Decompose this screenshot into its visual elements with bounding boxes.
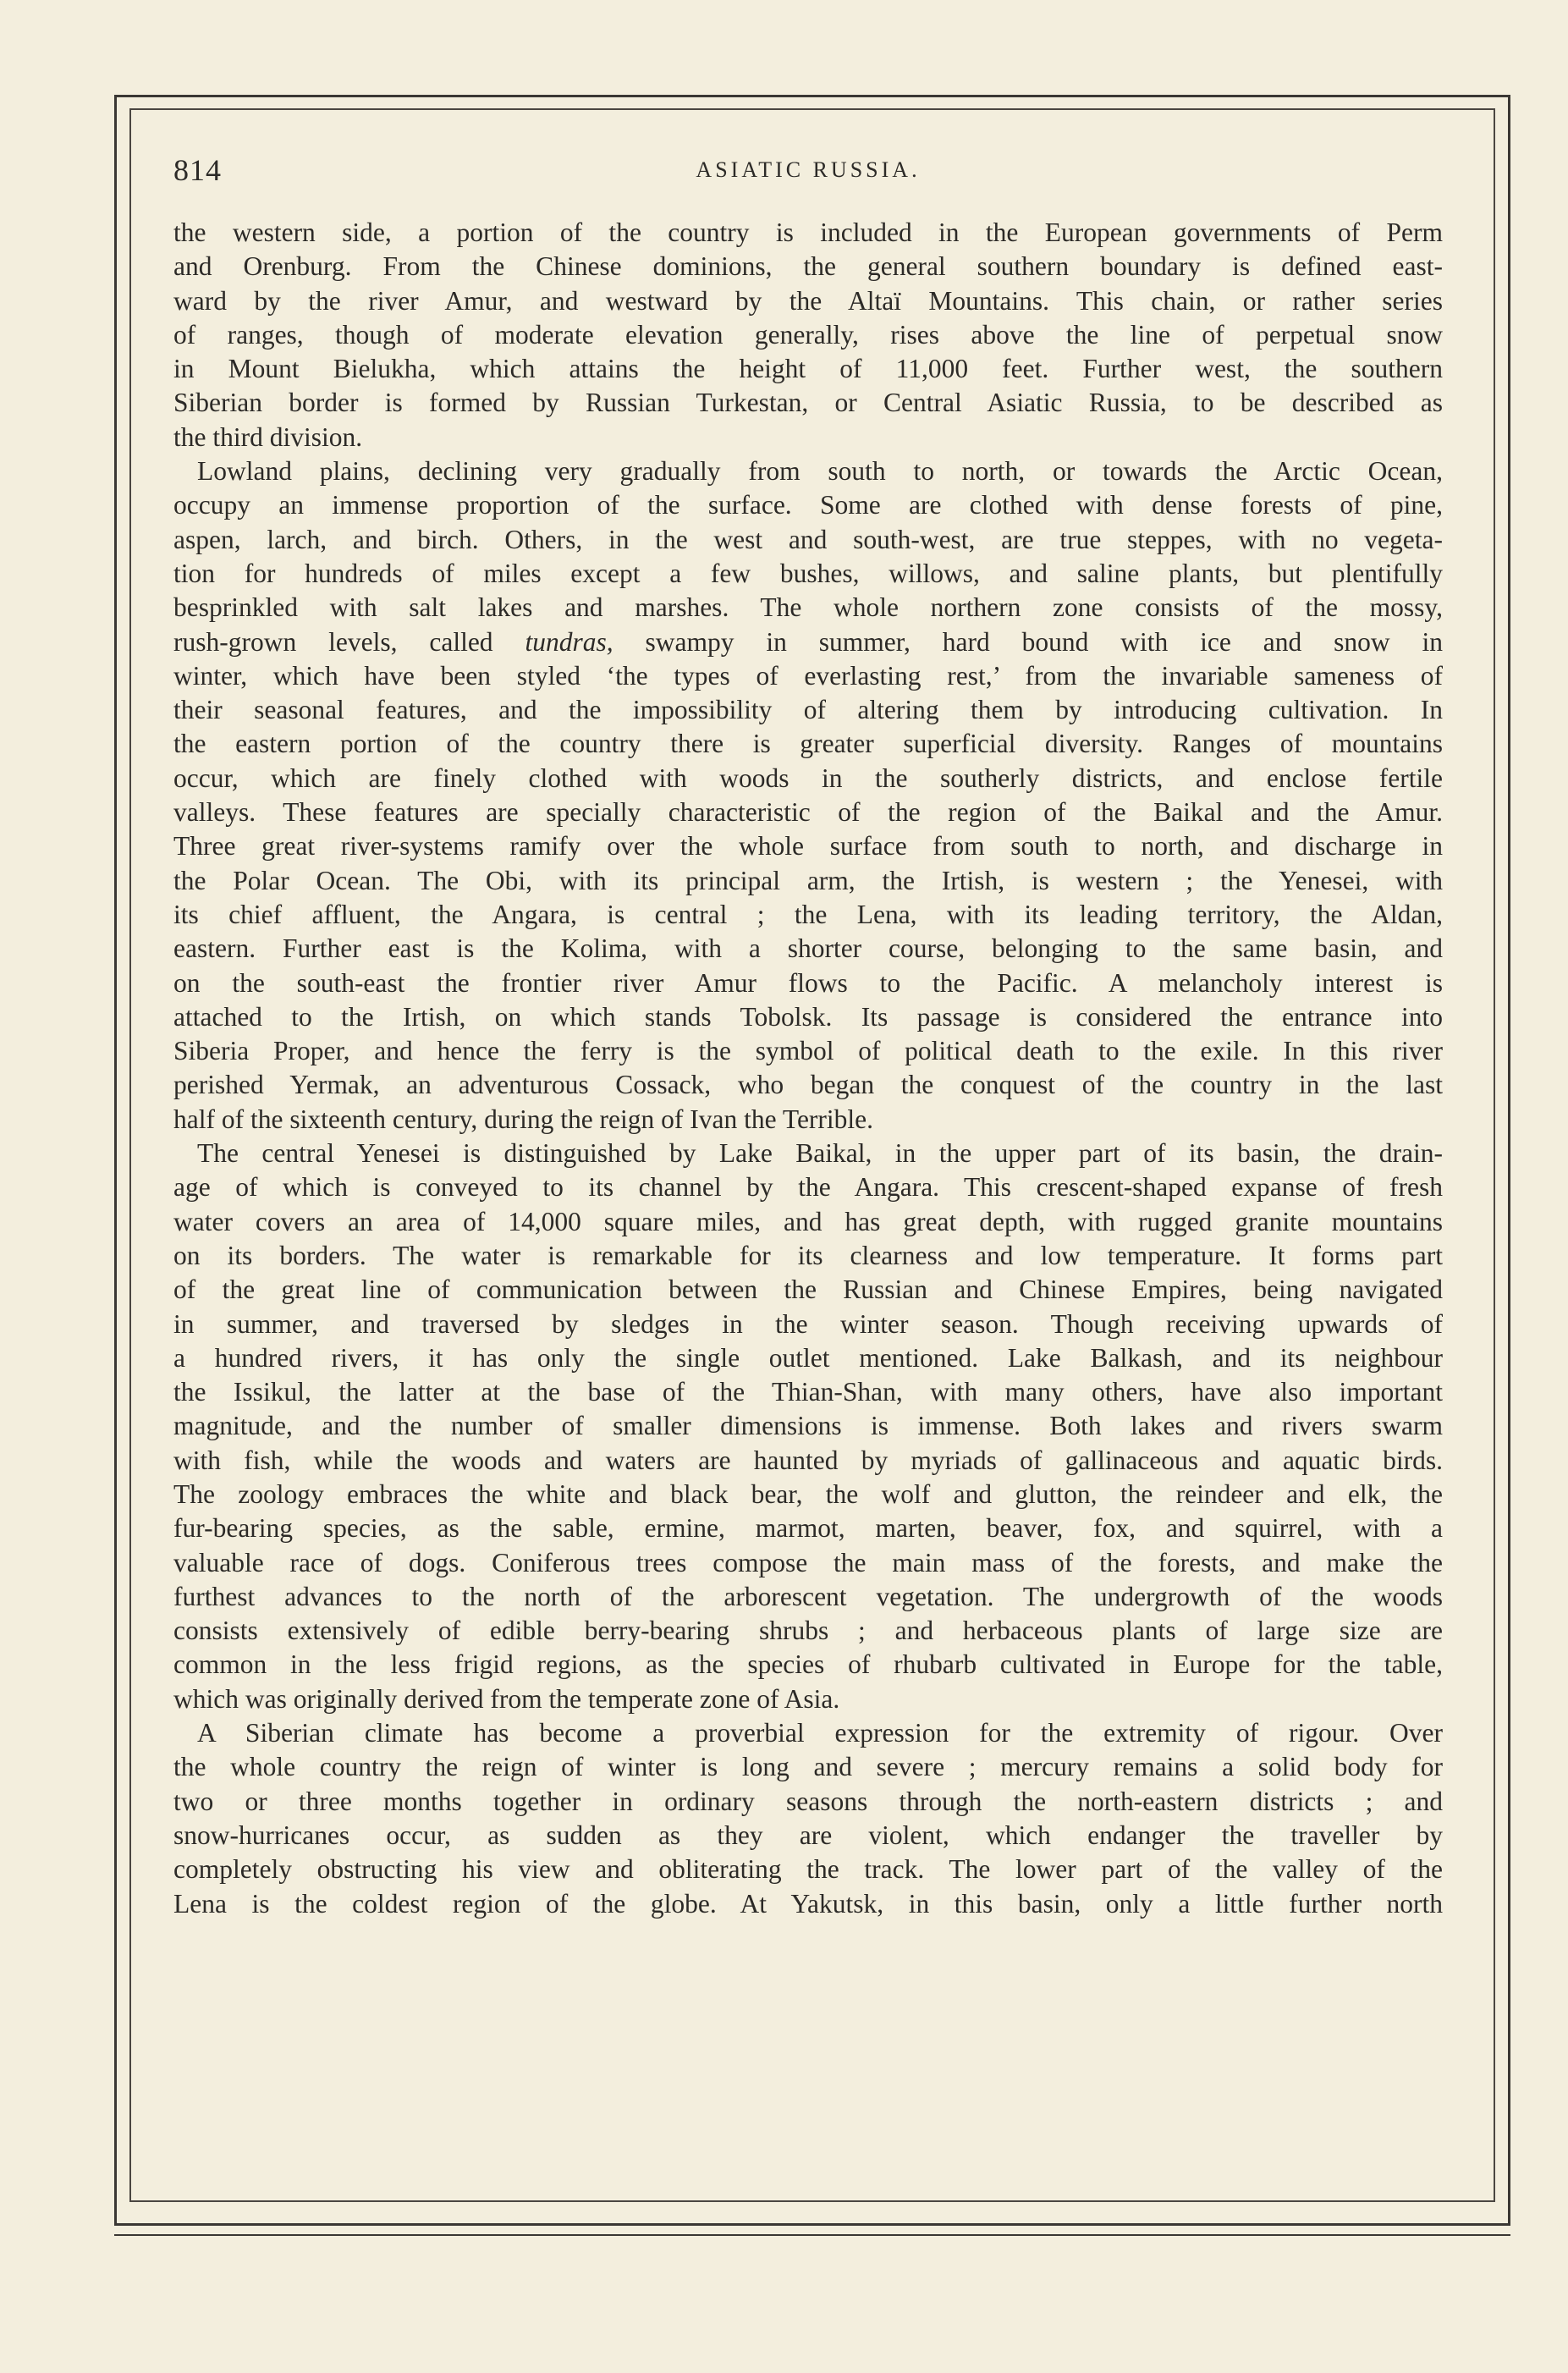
running-head <box>173 152 1443 195</box>
body-text <box>173 216 1443 1921</box>
text-line: half of the sixteenth century, during the reign of Ivan the Terrible. <box>173 1104 874 1134</box>
text-line: A Siberian climate has become a proverbial expression for the extremity of rigour. Over <box>197 1718 1443 1748</box>
text-line: ward by the river Amur, and westward by the Altaï Mountains. This chain, or rather series <box>173 285 1443 316</box>
text-line: and Orenburg. From the Chinese dominions, the general southern boundary is defined east- <box>173 251 1443 282</box>
text-line: eastern. Further east is the Kolima, with a shorter course, belonging to the same basin, and <box>173 933 1443 964</box>
text-line: the whole country the reign of winter is long and severe ; mercury remains a solid body for <box>173 1752 1443 1782</box>
text-line: The zoology embraces the white and black bear, the wolf and glutton, the reindeer and elk, the <box>173 1478 1443 1509</box>
text-line: valleys. These features are specially characteristic of the region of the Baikal and the Amur. <box>173 797 1443 828</box>
text-line: fur-bearing species, as the sable, ermine, marmot, marten, beaver, fox, and squirrel, with a <box>173 1513 1443 1544</box>
text-line: in Mount Bielukha, which attains the height of 11,000 feet. Further west, the southern <box>173 354 1443 384</box>
text-line: consists extensively of edible berry-bearing shrubs ; and herbaceous plants of large size are <box>173 1616 1443 1646</box>
text-line: occupy an immense proportion of the surface. Some are clothed with dense forests of pine, <box>173 490 1443 520</box>
text-line: attached to the Irtish, on which stands Tobolsk. Its passage is considered the entrance into <box>173 1001 1443 1032</box>
text-line: on the south-east the frontier river Amur flows to the Pacific. A melancholy interest is <box>173 967 1443 998</box>
text-line: its chief affluent, the Angara, is central ; the Lena, with its leading territory, the Aldan, <box>173 899 1443 929</box>
text-line: the eastern portion of the country there is greater superficial diversity. Ranges of mountains <box>173 729 1443 759</box>
text-line: occur, which are finely clothed with woods in the southerly districts, and enclose fertile <box>173 763 1443 793</box>
text-line: Siberia Proper, and hence the ferry is the symbol of political death to the exile. In this river <box>173 1036 1443 1066</box>
page-number: 814 <box>173 153 222 187</box>
text-line: Siberian border is formed by Russian Turkestan, or Central Asiatic Russia, to be described as <box>173 388 1443 418</box>
text-line: the Polar Ocean. The Obi, with its principal arm, the Irtish, is western ; the Yenesei, with <box>173 865 1443 895</box>
text-line: water covers an area of 14,000 square miles, and has great depth, with rugged granite mountains <box>173 1206 1443 1236</box>
text-line: furthest advances to the north of the arborescent vegetation. The undergrowth of the woods <box>173 1581 1443 1611</box>
text-line: two or three months together in ordinary seasons through the north-eastern districts ; and <box>173 1786 1443 1816</box>
text-line: in summer, and traversed by sledges in the winter season. Though receiving upwards of <box>173 1308 1443 1339</box>
running-title: ASIATIC RUSSIA. <box>696 157 921 182</box>
text-line: the Issikul, the latter at the base of the Thian-Shan, with many others, have also important <box>173 1377 1443 1407</box>
text-line: tion for hundreds of miles except a few bushes, willows, and saline plants, but plentifully <box>173 558 1443 588</box>
text-line: aspen, larch, and birch. Others, in the west and south-west, are true steppes, with no vegeta- <box>173 524 1443 554</box>
text-line: a hundred rivers, it has only the single outlet mentioned. Lake Balkash, and its neighbour <box>173 1342 1443 1373</box>
text-line: the western side, a portion of the country is included in the European governments of Perm <box>173 217 1443 247</box>
text-line: common in the less frigid regions, as the species of rhubarb cultivated in Europe for the table, <box>173 1649 1443 1680</box>
italic-term: tundras, <box>525 626 613 657</box>
text-line: valuable race of dogs. Coniferous trees compose the main mass of the forests, and make the <box>173 1547 1443 1577</box>
text-line: which was originally derived from the temperate zone of Asia. <box>173 1683 840 1714</box>
text-line: completely obstructing his view and obliterating the track. The lower part of the valley of the <box>173 1854 1443 1885</box>
text-line: Three great river-systems ramify over the whole surface from south to north, and discharge in <box>173 831 1443 862</box>
text-line: Lowland plains, declining very gradually from south to north, or towards the Arctic Ocean, <box>197 456 1443 487</box>
text-line: rush-grown levels, called tundras, swampy in summer, hard bound with ice and snow in <box>173 626 1443 657</box>
text-line: with fish, while the woods and waters are haunted by myriads of gallinaceous and aquatic birds. <box>173 1445 1443 1475</box>
text-line: on its borders. The water is remarkable for its clearness and low temperature. It forms part <box>173 1240 1443 1270</box>
text-line: the third division. <box>173 421 363 452</box>
text-line: besprinkled with salt lakes and marshes. The whole northern zone consists of the mossy, <box>173 592 1443 623</box>
text-line: of the great line of communication between the Russian and Chinese Empires, being navigated <box>173 1275 1443 1305</box>
text-line: Lena is the coldest region of the globe. At Yakutsk, in this basin, only a little further north <box>173 1888 1443 1919</box>
text-line: winter, which have been styled ‘the types of everlasting rest,’ from the invariable sameness of <box>173 660 1443 691</box>
text-line: magnitude, and the number of smaller dimensions is immense. Both lakes and rivers swarm <box>173 1411 1443 1441</box>
page-bottom-rule <box>114 2234 1510 2236</box>
text-line: their seasonal features, and the impossibility of altering them by introducing cultivation. In <box>173 695 1443 725</box>
text-line: perished Yermak, an adventurous Cossack, who began the conquest of the country in the last <box>173 1070 1443 1100</box>
text-line: The central Yenesei is distinguished by Lake Baikal, in the upper part of its basin, the drain- <box>197 1138 1443 1169</box>
text-line: snow-hurricanes occur, as sudden as they are violent, which endanger the traveller by <box>173 1820 1443 1850</box>
text-line: of ranges, though of moderate elevation generally, rises above the line of perpetual snow <box>173 319 1443 350</box>
text-line: age of which is conveyed to its channel by the Angara. This crescent-shaped expanse of fresh <box>173 1172 1443 1203</box>
